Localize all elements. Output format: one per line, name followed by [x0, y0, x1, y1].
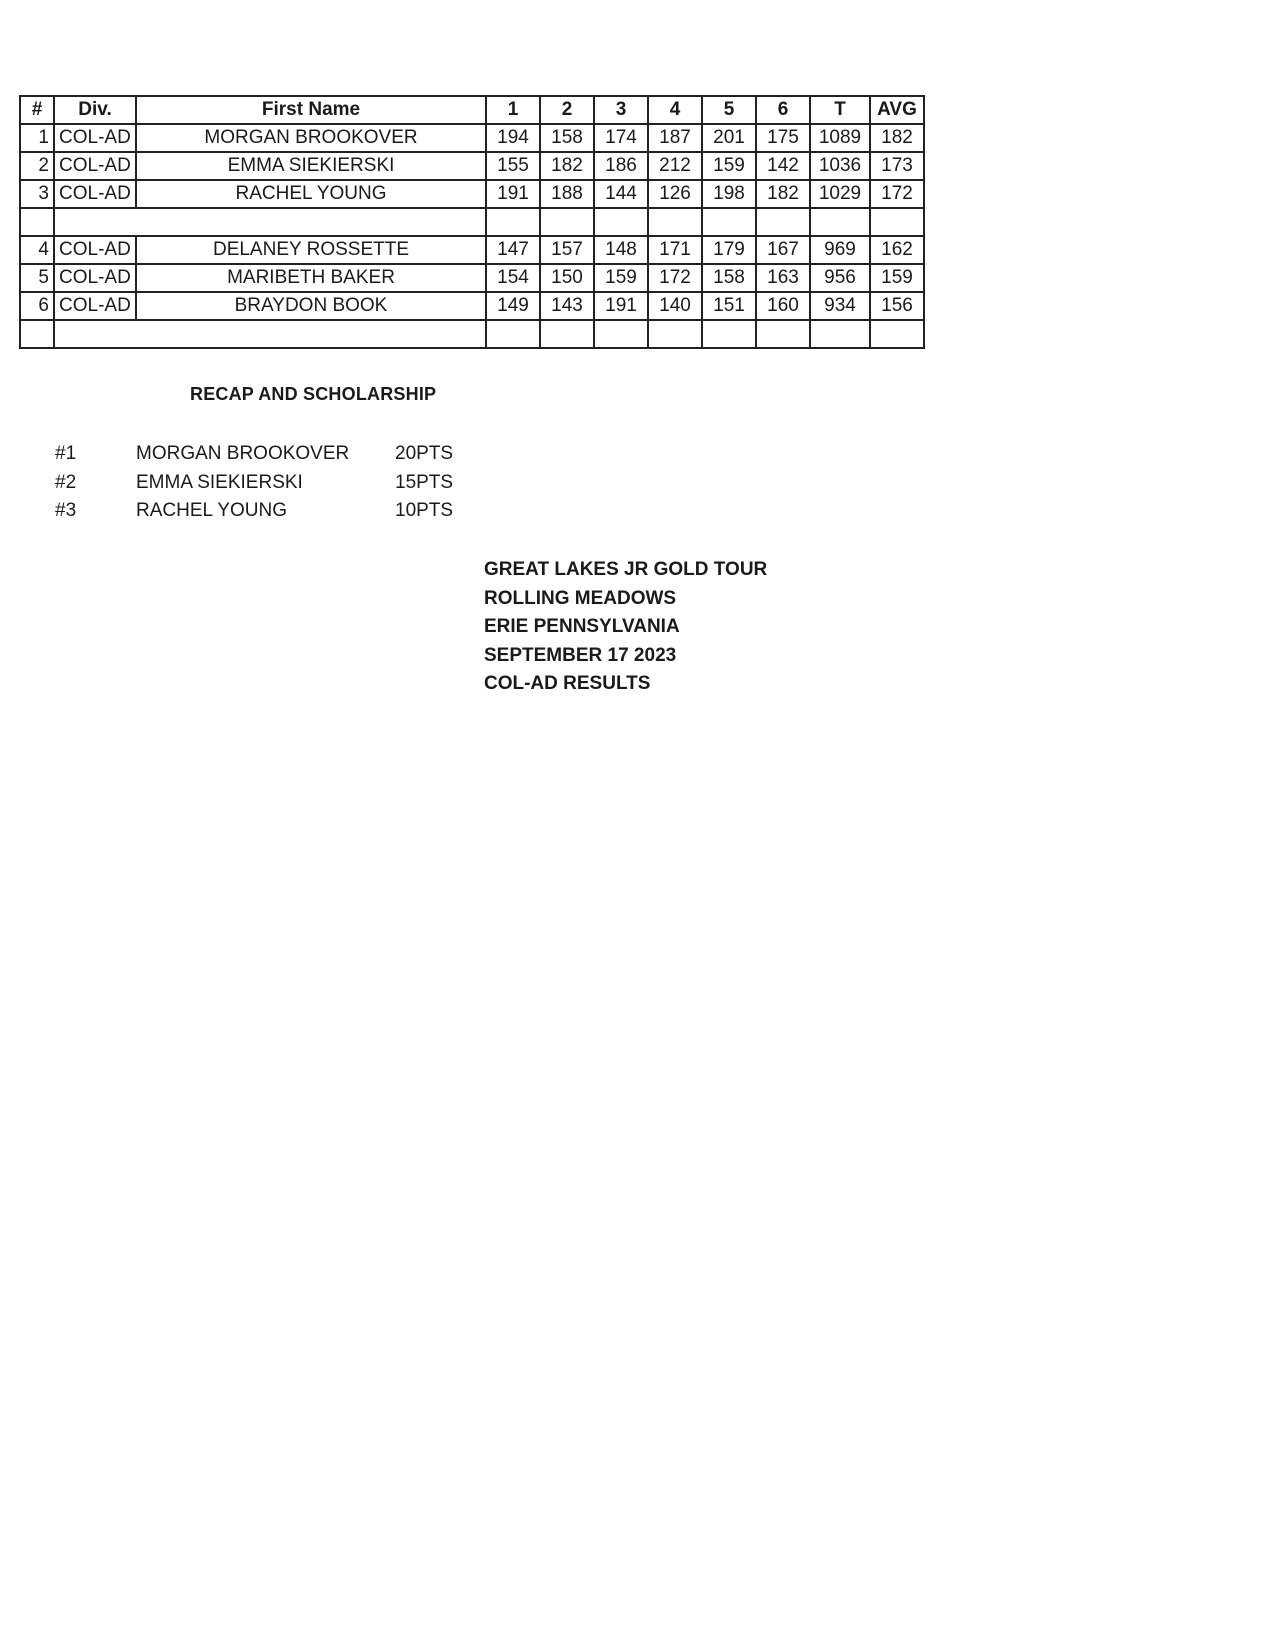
table-row	[20, 180, 924, 208]
blank-cell	[54, 208, 486, 236]
game-5-cell: 159	[702, 152, 756, 180]
recap-place: #3	[55, 500, 77, 521]
blank-cell	[594, 208, 648, 236]
game-2-cell: 143	[540, 292, 594, 320]
header-total: T	[810, 96, 870, 124]
table-row	[20, 124, 924, 152]
name-cell: EMMA SIEKIERSKI	[136, 152, 486, 180]
blank-cell	[540, 208, 594, 236]
header-row	[20, 96, 924, 124]
game-1-cell: 194	[486, 124, 540, 152]
game-1-cell: 147	[486, 236, 540, 264]
table-row	[20, 264, 924, 292]
game-1-cell: 154	[486, 264, 540, 292]
name-cell: BRAYDON BOOK	[136, 292, 486, 320]
blank-cell	[702, 320, 756, 348]
header-game-6: 6	[756, 96, 810, 124]
game-2-cell: 182	[540, 152, 594, 180]
rank-cell: 4	[20, 236, 54, 264]
total-cell: 956	[810, 264, 870, 292]
recap-heading: RECAP AND SCHOLARSHIP	[190, 384, 437, 404]
blank-cell	[648, 320, 702, 348]
rank-cell: 2	[20, 152, 54, 180]
total-cell: 969	[810, 236, 870, 264]
game-5-cell: 151	[702, 292, 756, 320]
game-1-cell: 191	[486, 180, 540, 208]
recap-points: 10PTS	[395, 500, 454, 521]
header-average: AVG	[870, 96, 924, 124]
blank-cell	[54, 320, 486, 348]
header-game-5: 5	[702, 96, 756, 124]
total-cell: 934	[810, 292, 870, 320]
average-cell: 182	[870, 124, 924, 152]
game-4-cell: 171	[648, 236, 702, 264]
game-6-cell: 163	[756, 264, 810, 292]
table-row	[20, 292, 924, 320]
name-cell: DELANEY ROSSETTE	[136, 236, 486, 264]
rank-cell: 1	[20, 124, 54, 152]
game-2-cell: 157	[540, 236, 594, 264]
game-3-cell: 186	[594, 152, 648, 180]
division-cell: COL-AD	[54, 124, 136, 152]
blank-cell	[20, 208, 54, 236]
header-game-4: 4	[648, 96, 702, 124]
game-4-cell: 126	[648, 180, 702, 208]
header-game-3: 3	[594, 96, 648, 124]
blank-cell	[20, 320, 54, 348]
total-cell: 1036	[810, 152, 870, 180]
recap-points: 15PTS	[395, 471, 454, 493]
game-3-cell: 191	[594, 292, 648, 320]
game-5-cell: 198	[702, 180, 756, 208]
game-3-cell: 144	[594, 180, 648, 208]
division-cell: COL-AD	[54, 152, 136, 180]
name-cell: MARIBETH BAKER	[136, 264, 486, 292]
blank-cell	[486, 320, 540, 348]
blank-cell	[702, 208, 756, 236]
blank-cell	[486, 208, 540, 236]
game-3-cell: 148	[594, 236, 648, 264]
recap-points: 20PTS	[395, 443, 454, 464]
blank-row	[20, 208, 924, 236]
event-location: ERIE PENNSYLVANIA	[484, 616, 680, 637]
game-1-cell: 149	[486, 292, 540, 320]
header-first-name: First Name	[136, 96, 486, 124]
name-cell: MORGAN BROOKOVER	[136, 124, 486, 152]
average-cell: 156	[870, 292, 924, 320]
header-game-2: 2	[540, 96, 594, 124]
total-cell: 1089	[810, 124, 870, 152]
game-4-cell: 212	[648, 152, 702, 180]
game-6-cell: 182	[756, 180, 810, 208]
rank-cell: 6	[20, 292, 54, 320]
game-2-cell: 150	[540, 264, 594, 292]
game-5-cell: 201	[702, 124, 756, 152]
recap-place: #1	[55, 443, 77, 464]
table-header	[20, 96, 924, 124]
blank-cell	[810, 208, 870, 236]
blank-cell	[540, 320, 594, 348]
average-cell: 162	[870, 236, 924, 264]
division-cell: COL-AD	[54, 292, 136, 320]
event-division-results: COL-AD RESULTS	[484, 673, 651, 694]
table-row	[20, 236, 924, 264]
game-5-cell: 179	[702, 236, 756, 264]
table-body	[20, 124, 924, 348]
blank-cell	[594, 320, 648, 348]
game-4-cell: 187	[648, 124, 702, 152]
game-4-cell: 172	[648, 264, 702, 292]
game-4-cell: 140	[648, 292, 702, 320]
game-6-cell: 160	[756, 292, 810, 320]
recap-name: EMMA SIEKIERSKI	[136, 471, 303, 493]
game-3-cell: 159	[594, 264, 648, 292]
division-cell: COL-AD	[54, 236, 136, 264]
header-game-1: 1	[486, 96, 540, 124]
header-rank: #	[20, 96, 54, 124]
game-5-cell: 158	[702, 264, 756, 292]
recap-place: #2	[55, 471, 77, 493]
game-2-cell: 188	[540, 180, 594, 208]
recap-name: RACHEL YOUNG	[136, 500, 287, 521]
game-3-cell: 174	[594, 124, 648, 152]
header-division: Div.	[54, 96, 136, 124]
game-1-cell: 155	[486, 152, 540, 180]
average-cell: 172	[870, 180, 924, 208]
event-date: SEPTEMBER 17 2023	[484, 644, 677, 666]
blank-cell	[870, 320, 924, 348]
recap-name: MORGAN BROOKOVER	[136, 443, 350, 464]
blank-cell	[810, 320, 870, 348]
average-cell: 159	[870, 264, 924, 292]
total-cell: 1029	[810, 180, 870, 208]
blank-cell	[756, 208, 810, 236]
results-table	[19, 95, 925, 349]
game-6-cell: 142	[756, 152, 810, 180]
rank-cell: 3	[20, 180, 54, 208]
rank-cell: 5	[20, 264, 54, 292]
name-cell: RACHEL YOUNG	[136, 180, 486, 208]
game-6-cell: 167	[756, 236, 810, 264]
event-tour-name: GREAT LAKES JR GOLD TOUR	[484, 559, 768, 580]
average-cell: 173	[870, 152, 924, 180]
blank-row	[20, 320, 924, 348]
blank-cell	[870, 208, 924, 236]
blank-cell	[756, 320, 810, 348]
division-cell: COL-AD	[54, 180, 136, 208]
event-venue: ROLLING MEADOWS	[484, 587, 677, 609]
blank-cell	[648, 208, 702, 236]
table-row	[20, 152, 924, 180]
game-6-cell: 175	[756, 124, 810, 152]
division-cell: COL-AD	[54, 264, 136, 292]
event-info	[484, 556, 767, 699]
game-2-cell: 158	[540, 124, 594, 152]
